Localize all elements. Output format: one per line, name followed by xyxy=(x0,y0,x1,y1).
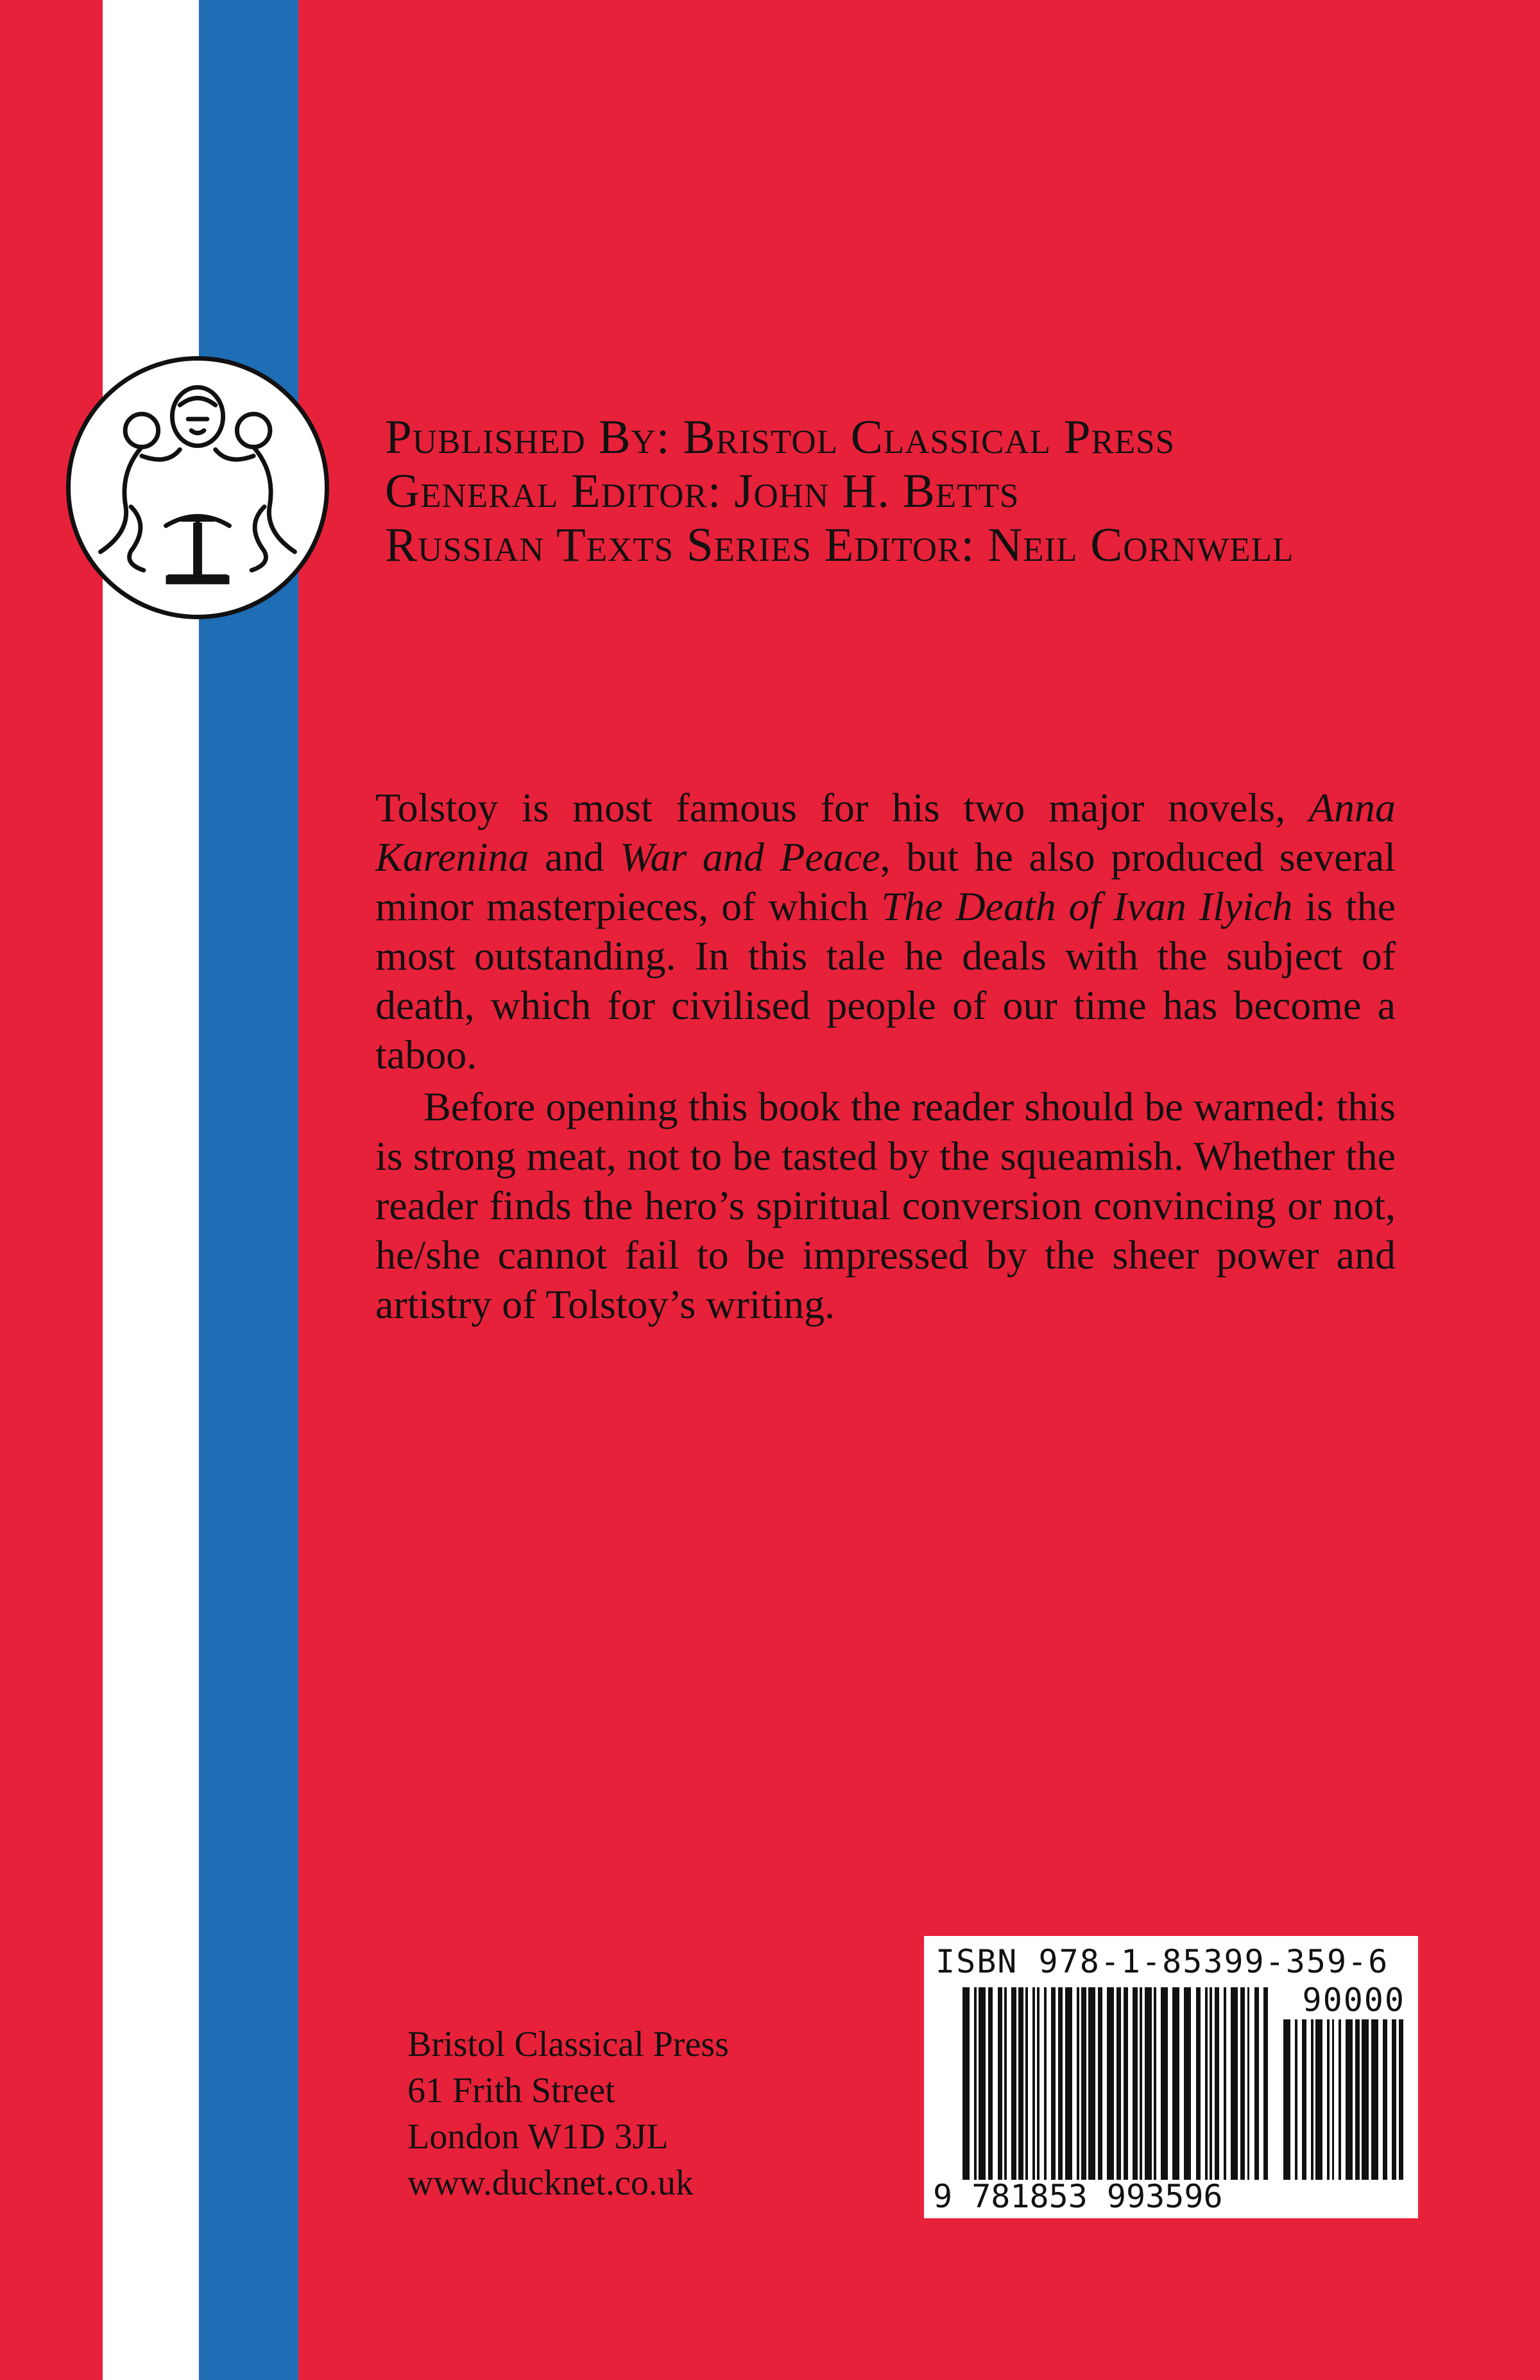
barcode-bar xyxy=(1025,1987,1028,2180)
barcode-bar xyxy=(1383,2019,1387,2180)
barcode-bar xyxy=(1088,1987,1095,2180)
barcode-bar xyxy=(1224,1987,1226,2180)
series-editor-credit: Russian Texts Series Editor: Neil Cornwell xyxy=(385,518,1294,572)
barcode-bar xyxy=(1032,1987,1035,2180)
addon-barcode-icon xyxy=(1283,2019,1405,2180)
barcode-bar xyxy=(1107,1987,1114,2180)
barcode-bar xyxy=(1332,2019,1335,2180)
barcode-bar xyxy=(1339,2019,1341,2180)
barcode-bar xyxy=(1205,1987,1208,2180)
barcode-bar xyxy=(1302,2019,1306,2180)
barcode-bar xyxy=(998,1987,1002,2180)
barcode-panel xyxy=(924,1936,1418,2218)
address-line-name: Bristol Classical Press xyxy=(407,2025,729,2064)
barcode-bar xyxy=(1371,2019,1378,2180)
barcode-bar xyxy=(1295,2019,1297,2180)
ean-barcode-icon xyxy=(963,1987,1270,2180)
barcode-bar xyxy=(974,1987,977,2180)
blurb xyxy=(375,783,1396,1329)
barcode-bar xyxy=(1051,1987,1056,2180)
credits-block xyxy=(385,411,1489,572)
blurb-text: is the most outstanding. In this tale he deals with the subject of death, which for civilised people of our time has become a taboo. xyxy=(375,884,1396,1077)
blurb-text: Tolstoy is most famous for his two major novels, xyxy=(375,785,1309,830)
barcode-bar xyxy=(1172,1987,1179,2180)
barcode-bar xyxy=(1355,2019,1360,2180)
barcode-bar xyxy=(1058,1987,1063,2180)
barcode-bar xyxy=(1140,1987,1142,2180)
blurb-paragraph-2: Before opening this book the reader should be warned: this is strong meat, not to be tasted by the squeamish. Whether the reader finds the hero’s spiritual conversion convincing or not, he/she cannot fail to be impressed by the sheer power and artistry of Tolstoy’s writing. xyxy=(375,1084,1396,1327)
barcode-bar xyxy=(979,1987,986,2180)
barcode-bar xyxy=(1044,1987,1047,2180)
address-line-city: London W1D 3JL xyxy=(407,2117,669,2157)
barcode-bar xyxy=(1065,1987,1072,2180)
barcode-bar xyxy=(1362,2019,1369,2180)
barcode-bar xyxy=(1210,1987,1212,2180)
barcode-bar xyxy=(1392,2019,1396,2180)
general-editor-credit: General Editor: John H. Betts xyxy=(385,465,1020,518)
barcode-bar xyxy=(1231,1987,1238,2180)
barcode-bar xyxy=(1315,2019,1322,2180)
book-title-death-of-ivan-ilyich: The Death of Ivan Ilyich xyxy=(881,884,1293,929)
barcode-bar xyxy=(1311,2019,1313,2180)
publisher-credit: Published By: Bristol Classical Press xyxy=(385,411,1176,464)
barcode-bar xyxy=(1098,1987,1102,2180)
barcode-bar xyxy=(1011,1987,1016,2180)
barcode-bar xyxy=(1283,2019,1290,2180)
barcode-bar xyxy=(1254,1987,1259,2180)
barcode-bar xyxy=(1327,2019,1330,2180)
barcode-bar xyxy=(1116,1987,1121,2180)
barcode-bar xyxy=(1399,2019,1403,2180)
barcode-bar xyxy=(988,1987,993,2180)
blurb-paragraph-1 xyxy=(375,783,1396,1079)
publisher-logo-icon xyxy=(66,356,329,619)
barcode-bar xyxy=(1240,1987,1245,2180)
address-line-website: www.ducknet.co.uk xyxy=(407,2163,694,2203)
barcode-bar xyxy=(1077,1987,1079,2180)
barcode-bar xyxy=(1133,1987,1137,2180)
barcode-bar xyxy=(1184,1987,1191,2180)
barcode-bar xyxy=(1145,1987,1152,2180)
barcode-bar xyxy=(1263,1987,1268,2180)
isbn-label: ISBN 978-1-85399-359-6 xyxy=(936,1943,1389,1980)
barcode-bar xyxy=(1081,1987,1086,2180)
book-title-war-and-peace: War and Peace xyxy=(619,834,880,880)
barcode-bar xyxy=(1004,1987,1007,2180)
barcode-bar xyxy=(1037,1987,1040,2180)
barcode-bar xyxy=(1196,1987,1201,2180)
address-line-street: 61 Frith Street xyxy=(407,2071,615,2110)
book-title-anna-karenina: Anna Karenina xyxy=(375,785,1396,880)
barcode-bar xyxy=(1161,1987,1168,2180)
price-addon-code: 90000 xyxy=(1302,1982,1405,2019)
publisher-address xyxy=(407,2021,729,2206)
blurb-text: and xyxy=(529,834,620,880)
barcode-bar xyxy=(963,1987,970,2180)
barcode-bar xyxy=(1215,1987,1219,2180)
barcode-bar xyxy=(1018,1987,1023,2180)
barcode-bar xyxy=(1124,1987,1128,2180)
blurb-text: , but he also produced several minor masterpieces, of which xyxy=(375,834,1396,929)
ean-digits: 9 781853 993596 xyxy=(933,2178,1223,2215)
classical-figures-emblem-icon xyxy=(71,361,325,615)
barcode-bar xyxy=(1346,2019,1353,2180)
barcode-bar xyxy=(1247,1987,1250,2180)
barcode-bar xyxy=(1154,1987,1156,2180)
